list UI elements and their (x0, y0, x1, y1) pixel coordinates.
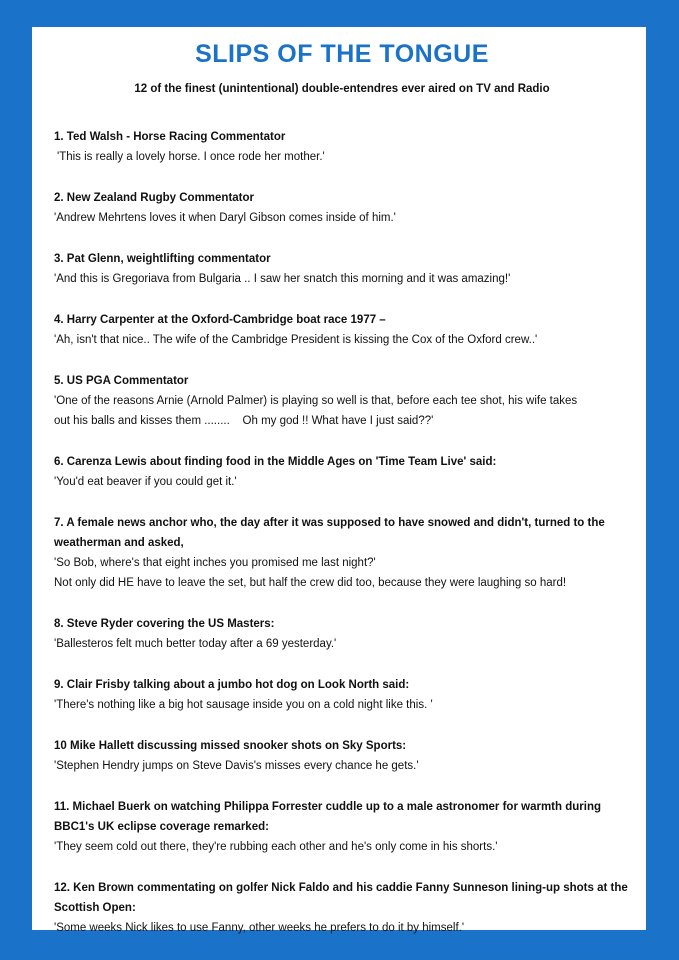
entry-quote: 'You'd eat beaver if you could get it.' (54, 476, 237, 488)
entry-quote: 'This is really a lovely horse. I once rode her mother.' (57, 151, 325, 163)
list-item (54, 249, 630, 289)
entry-heading: 4. Harry Carpenter at the Oxford-Cambridge boat race 1977 – (54, 314, 386, 326)
entry-heading: 10 Mike Hallett discussing missed snooker shots on Sky Sports: (54, 740, 407, 752)
entry-quote: 'Some weeks Nick likes to use Fanny, other weeks he prefers to do it by himself.' (54, 922, 465, 934)
list-item (54, 797, 630, 857)
document-title: SLIPS OF THE TONGUE (195, 40, 489, 68)
entry-quote: 'There's nothing like a big hot sausage inside you on a cold night like this. ' (54, 699, 433, 711)
entry-quote: 'So Bob, where's that eight inches you promised me last night?' (54, 557, 376, 569)
entry-heading: 3. Pat Glenn, weightlifting commentator (54, 253, 271, 265)
entry-heading: 6. Carenza Lewis about finding food in the Middle Ages on 'Time Team Live' said: (54, 456, 497, 468)
entry-quote: out his balls and kisses them ........ Oh my god !! What have I just said??' (54, 415, 434, 427)
list-item (54, 513, 630, 593)
document-page (32, 27, 646, 934)
entry-quote: 'They seem cold out there, they're rubbing each other and he's only come in his shorts.' (54, 841, 498, 853)
document-subtitle: 12 of the finest (unintentional) double-entendres ever aired on TV and Radio (134, 83, 550, 95)
entry-quote: Not only did HE have to leave the set, but half the crew did too, because they were laughing so hard! (54, 577, 567, 589)
entry-quote: 'Stephen Hendry jumps on Steve Davis's misses every chance he gets.' (54, 760, 419, 772)
list-item (54, 188, 630, 228)
list-item (54, 675, 630, 715)
entry-quote: 'Ah, isn't that nice.. The wife of the Cambridge President is kissing the Cox of the Oxford crew..' (54, 334, 538, 346)
entry-heading: 9. Clair Frisby talking about a jumbo hot dog on Look North said: (54, 679, 410, 691)
entry-quote: 'And this is Gregoriava from Bulgaria .. I saw her snatch this morning and it was amazing!' (54, 273, 511, 285)
list-item (54, 736, 630, 776)
entry-heading: 7. A female news anchor who, the day after it was supposed to have snowed and didn't, turned to the weatherman and asked, (54, 517, 605, 549)
list-item (54, 371, 630, 431)
entries-list (54, 127, 630, 938)
list-item (54, 614, 630, 654)
list-item (54, 127, 630, 167)
entry-heading: 2. New Zealand Rugby Commentator (54, 192, 255, 204)
list-item (54, 310, 630, 350)
entry-heading: 11. Michael Buerk on watching Philippa Forrester cuddle up to a male astronomer for warmth during BBC1's UK eclipse coverage remarked: (54, 801, 601, 833)
entry-heading: 1. Ted Walsh - Horse Racing Commentator (54, 131, 286, 143)
entry-quote: 'Ballesteros felt much better today after a 69 yesterday.' (54, 638, 337, 650)
entry-quote: 'One of the reasons Arnie (Arnold Palmer) is playing so well is that, before each tee shot, his wife takes (54, 395, 578, 407)
entry-quote: 'Andrew Mehrtens loves it when Daryl Gibson comes inside of him.' (54, 212, 396, 224)
entry-heading: 5. US PGA Commentator (54, 375, 189, 387)
entry-heading: 12. Ken Brown commentating on golfer Nick Faldo and his caddie Fanny Sunneson lining-up shots at the Scottish Open: (54, 882, 628, 914)
list-item (54, 452, 630, 492)
entry-heading: 8. Steve Ryder covering the US Masters: (54, 618, 275, 630)
list-item (54, 878, 630, 938)
